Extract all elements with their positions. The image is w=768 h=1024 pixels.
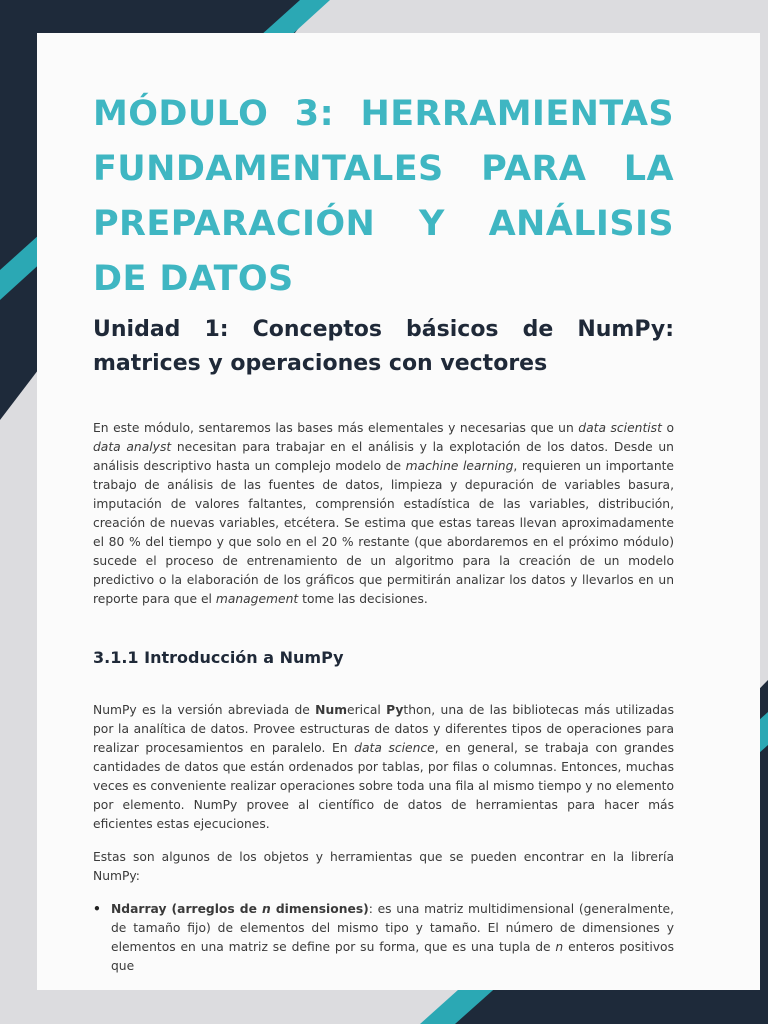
- intro-text-5: tome las decisiones.: [298, 592, 428, 606]
- list-item: [93, 900, 674, 976]
- tools-list: [93, 900, 674, 976]
- numpy-bold-1: Num: [315, 703, 348, 717]
- numpy-emphasis-1: data science: [354, 741, 435, 755]
- bullet-text-1: : es una matriz multidimensional (generalmente, de tamaño fijo) de elementos del mismo tipo y tamaño. El número de dimensiones y elementos en una matriz se define por su forma, que es una tupla de: [111, 902, 674, 954]
- module-title: MÓDULO 3: HERRAMIENTAS FUNDAMENTALES PARA LA PREPARACIÓN Y ANÁLISIS DE DATOS: [93, 94, 674, 299]
- numpy-text-4: , en general, se trabaja con grandes cantidades de datos que están ordenados por tablas, por filas o columnas. Entonces, muchas veces es conveniente realizar operaciones sobre toda una fila al mismo tiempo y no elemento por elemento. NumPy provee al científico de datos de herramientas para hacer más eficientes estas ejecuciones.: [93, 741, 674, 831]
- intro-emphasis-3: machine learning: [405, 459, 514, 473]
- bullet-bold-italic: n: [261, 902, 271, 916]
- numpy-paragraph: [93, 701, 674, 834]
- section-title: 3.1.1 Introducción a NumPy: [93, 648, 344, 667]
- page-content: [93, 87, 674, 976]
- intro-emphasis-1: data scientist: [578, 421, 662, 435]
- intro-text-2: o: [661, 421, 674, 435]
- bullet-text-2: enteros positivos que: [111, 940, 674, 973]
- intro-text-1: En este módulo, sentaremos las bases más elementales y necesarias que un: [93, 421, 579, 435]
- numpy-text-1: NumPy es la versión abreviada de: [93, 703, 316, 717]
- numpy-text-2: erical: [347, 703, 387, 717]
- numpy-text-3: thon, una de las bibliotecas más utilizadas por la analítica de datos. Provee estructuras de datos y diferentes tipos de operaciones para realizar procesamientos en paralelo. En: [93, 703, 674, 755]
- unit-title: Unidad 1: Conceptos básicos de NumPy: matrices y operaciones con vectores: [93, 317, 674, 376]
- numpy-bold-2: Py: [386, 703, 404, 717]
- intro-text-3: necesitan para trabajar en el análisis y la explotación de los datos. Desde un análisis descriptivo hasta un complejo modelo de: [93, 440, 674, 473]
- intro-paragraph: [93, 419, 674, 609]
- bullet-bold-1: Ndarray (arreglos de: [111, 902, 262, 916]
- bullet-emphasis-1: n: [555, 940, 564, 954]
- objects-paragraph: Estas son algunos de los objetos y herramientas que se pueden encontrar en la librería NumPy:: [93, 850, 674, 883]
- intro-text-4: , requieren un importante trabajo de análisis de las fuentes de datos, limpieza y depuración de variables basura, imputación de valores faltantes, comprensión estadística de las variables, distribución, creación de nuevas variables, etcétera. Se estima que estas tareas llevan aproximadamente el 80 % del tiempo y que solo en el 20 % restante (que abordaremos en el próximo módulo) sucede el proceso de entrenamiento de un algoritmo para la creación de un modelo predictivo o la elaboración de los gráficos que permitirán analizar los datos y llevarlos en un reporte para que el: [93, 459, 674, 606]
- intro-emphasis-4: management: [215, 592, 299, 606]
- bullet-bold-2: dimensiones): [270, 902, 369, 916]
- bullet-dot: •: [93, 902, 101, 916]
- document-page: [37, 33, 760, 990]
- intro-emphasis-2: data analyst: [93, 440, 172, 454]
